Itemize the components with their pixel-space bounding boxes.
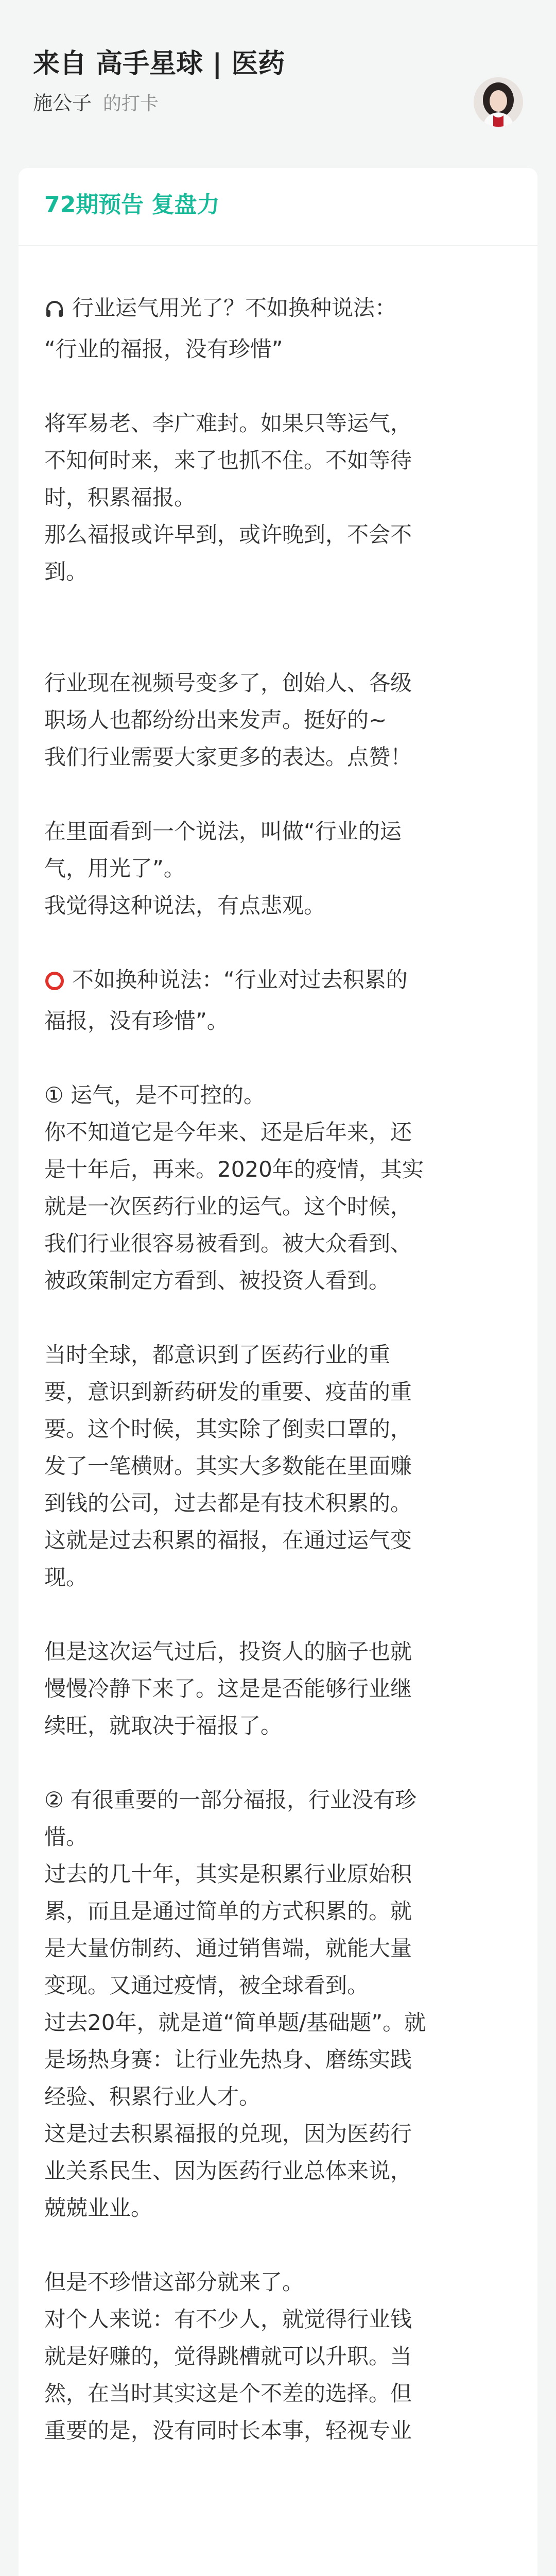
text-line: 我们行业很容易被看到。被大众看到、 (44, 1231, 412, 1256)
text-line: 不知何时来，来了也抓不住。不如等待 (44, 448, 412, 473)
text-line: 我们行业需要大家更多的表达。点赞！ (44, 744, 412, 770)
text-line: 但是不珍惜这部分就来了。 (44, 2269, 304, 2295)
text-line: 在里面看到一个说法，叫做“行业的运 (44, 819, 402, 844)
text-line: 然，在当时其实这是个不差的选择。但 (44, 2381, 412, 2406)
text-line: 气，用光了”。 (44, 856, 185, 881)
author-suffix: 的打卡 (103, 93, 159, 114)
paragraph-9 (44, 1782, 513, 2227)
group-title[interactable]: 来自 高手星球 | 医药 (33, 48, 285, 79)
red-circle-icon (44, 965, 65, 1003)
text-line: 现。 (44, 1565, 88, 1590)
text-line: 就是一次医药行业的运气。这个时候， (44, 1194, 412, 1219)
text-line: 那么福报或许早到，或许晚到，不会不 (44, 522, 412, 547)
text-line: 这是过去积累福报的兑现，因为医药行 (44, 2121, 412, 2146)
text-line: 我觉得这种说法，有点悲观。 (44, 893, 326, 918)
author-line (33, 91, 159, 116)
paragraph-7 (44, 1336, 513, 1596)
paragraph-5 (44, 961, 513, 1040)
text-line: 被政策制定方看到、被投资人看到。 (44, 1268, 391, 1293)
text-line: 经验、积累行业人才。 (44, 2084, 261, 2109)
text-line: 要，意识到新药研发的重要、疫苗的重 (44, 1379, 412, 1404)
text-line: 你不知道它是今年来、还是后年来，还 (44, 1120, 412, 1145)
avatar[interactable] (474, 77, 523, 127)
text-line: 行业现在视频号变多了，创始人、各级 (44, 670, 412, 696)
text-line: 要。这个时候，其实除了倒卖口罩的， (44, 1416, 412, 1442)
paragraph-3 (44, 665, 513, 776)
text-line: 慢慢冷静下来了。这是是否能够行业继 (44, 1676, 412, 1701)
text-line: 是十年后，再来。2020年的疫情，其实 (44, 1157, 424, 1182)
paragraph-10 (44, 2264, 513, 2449)
text-line: 就是好赚的，觉得跳槽就可以升职。当 (44, 2344, 412, 2369)
post-title: 72期预告 复盘力 (44, 192, 220, 218)
text-line: 是场热身赛：让行业先热身、磨练实践 (44, 2047, 412, 2072)
text-line: 行业运气用光了？不如换种说法： (72, 295, 397, 320)
text-line: 发了一笔横财。其实大多数能在里面赚 (44, 1453, 412, 1479)
paragraph-2 (44, 405, 513, 590)
text-line: 这就是过去积累的福报，在通过运气变 (44, 1528, 412, 1553)
text-line: 是大量仿制药、通过销售端，就能大量 (44, 1936, 412, 1961)
post-body (44, 290, 513, 2486)
text-line: 续旺，就取决于福报了。 (44, 1713, 283, 1738)
text-line: 将军易老、李广难封。如果只等运气， (44, 411, 412, 436)
paragraph-6 (44, 1077, 513, 1299)
text-line: 对个人来说：有不少人，就觉得行业钱 (44, 2307, 412, 2332)
text-line: ① 运气，是不可控的。 (44, 1082, 266, 1108)
text-line: 变现。又通过疫情，被全球看到。 (44, 1973, 369, 1998)
text-line: 过去的几十年，其实是积累行业原始积 (44, 1861, 412, 1887)
text-line: 但是这次运气过后，投资人的脑子也就 (44, 1639, 412, 1664)
text-line: 兢兢业业。 (44, 2195, 153, 2221)
post-card (19, 168, 537, 2576)
text-line: 重要的是，没有同时长本事，轻视专业 (44, 2418, 412, 2443)
headphone-icon (44, 294, 65, 331)
text-line: 当时全球，都意识到了医药行业的重 (44, 1342, 391, 1367)
paragraph-4 (44, 813, 513, 924)
text-line: 职场人也都纷纷出来发声。挺好的~ (44, 707, 387, 733)
text-line: 惜。 (44, 1824, 88, 1850)
text-line: 时，积累福报。 (44, 485, 196, 510)
paragraph-8 (44, 1633, 513, 1744)
text-line: 业关系民生、因为医药行业总体来说， (44, 2158, 412, 2183)
text-line: ② 有很重要的一部分福报，行业没有珍 (44, 1787, 417, 1812)
text-line: 到钱的公司，过去都是有技术积累的。 (44, 1490, 412, 1516)
text-line: 不如换种说法：“行业对过去积累的 (72, 967, 408, 992)
text-line: “行业的福报，没有珍惜” (44, 336, 283, 362)
post-header (0, 0, 556, 155)
text-line: 过去20年，就是道“简单题/基础题”。就 (44, 2010, 426, 2035)
divider (19, 245, 537, 246)
text-line: 到。 (44, 559, 88, 584)
paragraph-1 (44, 290, 513, 368)
author-name[interactable]: 施公子 (33, 92, 92, 114)
text-line: 累，而且是通过简单的方式积累的。就 (44, 1899, 412, 1924)
text-line: 福报，没有珍惜”。 (44, 1008, 229, 1033)
